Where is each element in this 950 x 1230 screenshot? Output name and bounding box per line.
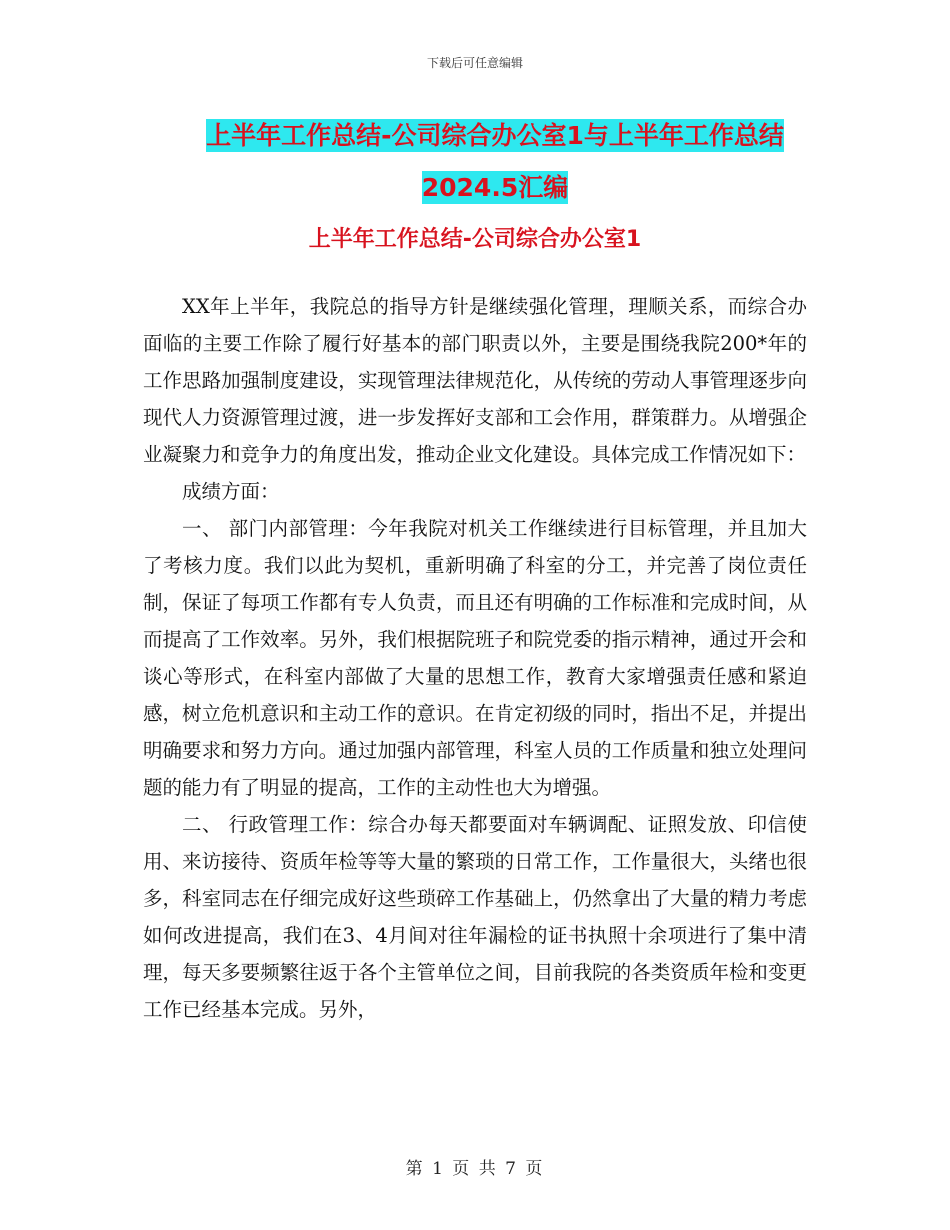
document-title-line-2: 2024.5汇编: [421, 173, 569, 202]
paragraph-intro: XX年上半年，我院总的指导方针是继续强化管理，理顺关系，而综合办面临的主要工作除了履行好基本的部门职责以外，主要是围绕我院200*年的工作思路加强制度建设，实现管理法律规范化，从传统的劳动人事管理逐步向现代人力资源管理过渡，进一步发挥好支部和工会作用，群策群力。从增强企业凝聚力和竞争力的角度出发，推动企业文化建设。具体完成工作情况如下：: [143, 295, 807, 466]
paragraph-achievements-heading: 成绩方面：: [182, 480, 280, 503]
document-title-line-1: 上半年工作总结-公司综合办公室1与上半年工作总结: [206, 121, 784, 150]
page-footer: 第 1 页 共 7 页: [405, 1159, 545, 1179]
body-text: [143, 288, 807, 1028]
header-note: 下载后可任意编辑: [426, 56, 523, 70]
section-title: 上半年工作总结-公司综合办公室1: [308, 227, 642, 252]
paragraph-administrative-work: 二、 行政管理工作：综合办每天都要面对车辆调配、证照发放、印信使用、来访接待、资质年检等等大量的繁琐的日常工作，工作量很大，头绪也很多，科室同志在仔细完成好这些琐碎工作基础上，仍然拿出了大量的精力考虑如何改进提高，我们在3、4月间对往年漏检的证书执照十余项进行了集中清理，每天多要频繁往返于各个主管单位之间，目前我院的各类资质年检和变更工作已经基本完成。另外，: [143, 813, 807, 1021]
document-title: [150, 110, 840, 214]
paragraph-internal-management: 一、 部门内部管理：今年我院对机关工作继续进行目标管理，并且加大了考核力度。我们以此为契机，重新明确了科室的分工，并完善了岗位责任制，保证了每项工作都有专人负责，而且还有明确的工作标准和完成时间，从而提高了工作效率。另外，我们根据院班子和院党委的指示精神，通过开会和谈心等形式，在科室内部做了大量的思想工作，教育大家增强责任感和紧迫感，树立危机意识和主动工作的意识。在肯定初级的同时，指出不足，并提出明确要求和努力方向。通过加强内部管理，科室人员的工作质量和独立处理问题的能力有了明显的提高，工作的主动性也大为增强。: [143, 517, 807, 799]
